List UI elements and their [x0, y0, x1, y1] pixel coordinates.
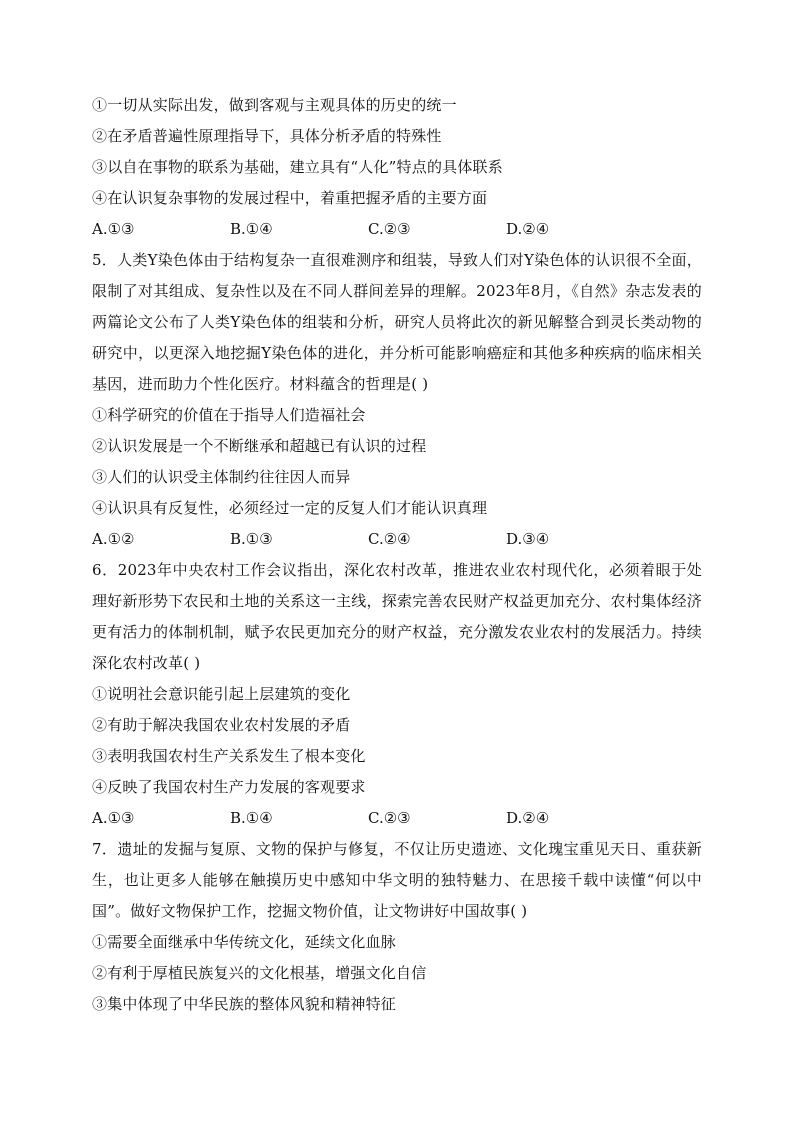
question-4-choices	[92, 90, 702, 214]
choice-2: ②有助于解决我国农业农村发展的矛盾	[92, 716, 351, 734]
option-b: B.①④	[230, 220, 273, 238]
question-6-stem: 6．2023年中央农村工作会议指出，深化农村改革，推进农业农村现代化，必须着眼于处理好新形势下农民和土地的关系这一主线，探索完善农民财产权益更加充分、农村集体经济更有活力的体制机制，赋予农民更加充分的财产权益，充分激发农业农村的发展活力。持续深化农村改革( )	[92, 561, 702, 672]
option-a: A.①③	[92, 809, 135, 827]
option-a: A.①②	[92, 530, 135, 548]
choice-1: ①需要全面继承中华传统文化，延续文化血脉	[92, 933, 397, 951]
option-d: D.②④	[506, 809, 550, 827]
choice-1: ①一切从实际出发，做到客观与主观具体的历史的统一	[92, 96, 457, 114]
option-b: B.①③	[230, 530, 273, 548]
exam-page	[92, 90, 702, 1020]
option-c: C.②④	[368, 530, 411, 548]
option-b: B.①④	[230, 809, 273, 827]
option-d: D.②④	[506, 220, 550, 238]
option-d: D.③④	[506, 530, 550, 548]
choice-3: ③集中体现了中华民族的整体风貌和精神特征	[92, 995, 397, 1013]
choice-3: ③表明我国农村生产关系发生了根本变化	[92, 747, 366, 765]
question-7-choices	[92, 927, 702, 1020]
question-5-stem: 5．人类Y染色体由于结构复杂一直很难测序和组装，导致人们对Y染色体的认识很不全面，限制了对其组成、复杂性以及在不同人群间差异的理解。2023年8月，《自然》杂志发表的两篇论文公布了人类Y染色体的组装和分析，研究人员将此次的新见解整合到灵长类动物的研究中，以更深入地挖掘Y染色体的进化，并分析可能影响癌症和其他多种疾病的临床相关基因，进而助力个性化医疗。材料蕴含的哲理是( )	[92, 251, 702, 393]
question-6-choices	[92, 679, 702, 803]
question-4-options	[92, 214, 702, 245]
question-6-options	[92, 803, 702, 834]
choice-1: ①科学研究的价值在于指导人们造福社会	[92, 406, 366, 424]
choice-1: ①说明社会意识能引起上层建筑的变化	[92, 685, 351, 703]
choice-2: ②认识发展是一个不断继承和超越已有认识的过程	[92, 437, 427, 455]
question-7-stem: 7．遗址的发掘与复原、文物的保护与修复，不仅让历史遗迹、文化瑰宝重见天日、重获新生，也让更多人能够在触摸历史中感知中华文明的独特魅力、在思接千载中读懂“何以中国”。做好文物保护工作，挖掘文物价值，让文物讲好中国故事( )	[92, 840, 702, 920]
option-a: A.①③	[92, 220, 135, 238]
question-5-choices	[92, 400, 702, 524]
choice-4: ④认识具有反复性，必须经过一定的反复人们才能认识真理	[92, 499, 488, 517]
choice-4: ④在认识复杂事物的发展过程中，着重把握矛盾的主要方面	[92, 189, 488, 207]
choice-2: ②在矛盾普遍性原理指导下，具体分析矛盾的特殊性	[92, 127, 442, 145]
option-c: C.②③	[368, 809, 411, 827]
option-c: C.②③	[368, 220, 411, 238]
choice-3: ③以自在事物的联系为基础，建立具有“人化”特点的具体联系	[92, 158, 503, 176]
question-5-options	[92, 524, 702, 555]
choice-3: ③人们的认识受主体制约往往因人而异	[92, 468, 351, 486]
choice-2: ②有利于厚植民族复兴的文化根基，增强文化自信	[92, 964, 427, 982]
choice-4: ④反映了我国农村生产力发展的客观要求	[92, 778, 366, 796]
